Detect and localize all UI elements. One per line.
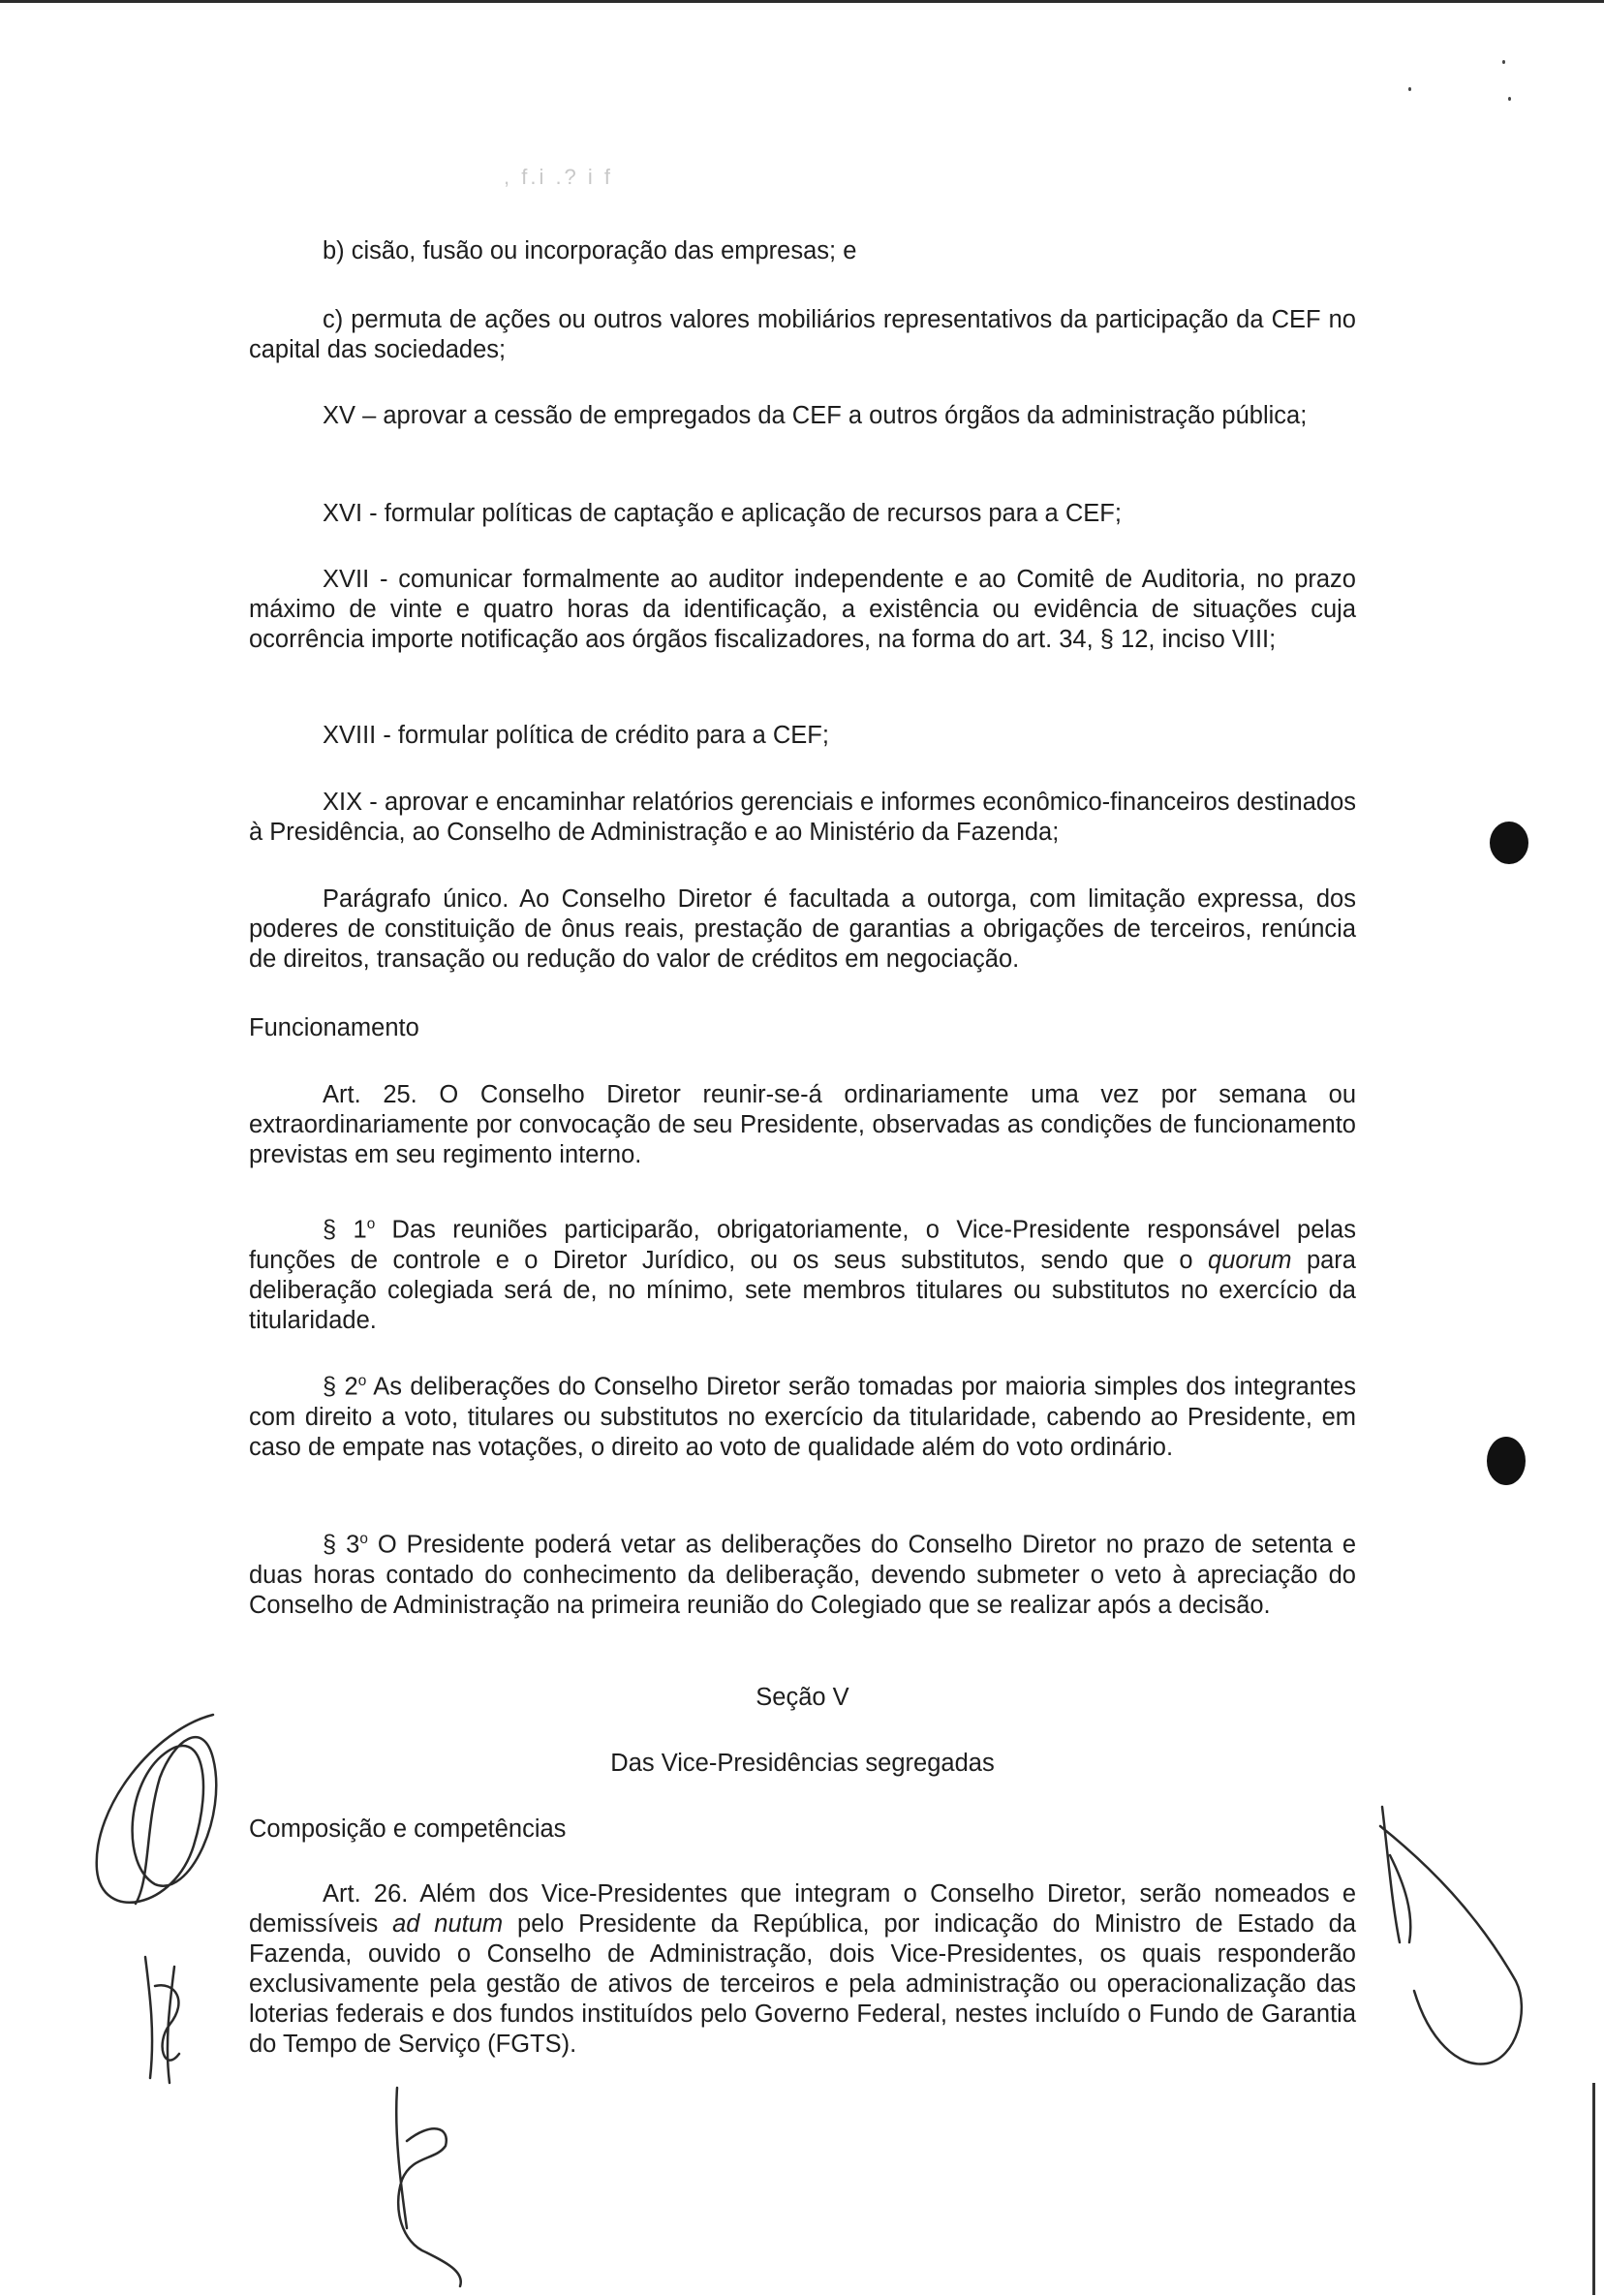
item-xv: XV – aprovar a cessão de empregados da CEF a outros órgãos da administração pública; [323,402,1308,429]
item-b: b) cisão, fusão ou incorporação das empresas; e [323,237,857,264]
punch-hole-mark [1490,822,1528,864]
faint-bleed-through-text: , f.i .? i f [504,165,614,189]
paragraph-1 [249,1209,1356,1336]
ordinal-indicator: o [366,1216,376,1232]
art-26 [249,1879,1356,2060]
handwritten-signature-right [1371,1797,1545,2078]
heading-funcionamento: Funcionamento [249,1014,419,1041]
scan-top-border [0,0,1604,3]
art-25: Art. 25. O Conselho Diretor reunir-se-á ordinariamente uma vez por semana ou extraordinariamente por convocação de seu Presidente, observadas as condições de funcionamento previstas em seu regimento interno. [249,1081,1356,1168]
paragraph-2 [249,1366,1356,1463]
paragraph-3 [249,1524,1356,1621]
art-26-text-end: pelo Presidente da República, por indicação do Ministro de Estado da Fazenda, ouvido o Conselho de Administração, dois Vice-Presidentes, os quais responderão exclusivamente pela gestão de ativos de terceiros e pela administração ou operacionalização das loterias federais e dos fundos instituídos pelo Governo Federal, nestes incluído o Fundo de Garantia do Tempo de Serviço (FGTS). [249,1910,1356,2058]
paragraph-2-mark: § 2 [323,1373,358,1401]
ordinal-indicator: o [359,1531,368,1547]
italic-ad-nutum: ad nutum [392,1910,504,1938]
scan-right-border [1592,2083,1595,2295]
handwritten-signature-left-top [68,1700,242,1933]
paragraph-2-text: As deliberações do Conselho Diretor serão tomadas por maioria simples dos integrantes com direito a voto, titulares ou substitutos no exercício da titularidade, cabendo ao Presidente, em caso de empate nas votações, o direito ao voto de qualidade além do voto ordinário. [249,1373,1356,1461]
item-xvi: XVI - formular políticas de captação e aplicação de recursos para a CEF; [323,500,1122,527]
paragraph-3-text: O Presidente poderá vetar as deliberações do Conselho Diretor no prazo de setenta e duas horas contado do conhecimento da deliberação, devendo submeter o veto à apreciação do Conselho de Administração na primeira reunião do Colegiado que se realizar após a decisão. [249,1531,1356,1619]
italic-quorum: quorum [1208,1246,1292,1274]
scan-speck [1408,87,1411,91]
punch-hole-mark [1487,1437,1526,1485]
scan-speck [1508,97,1511,101]
item-xvii: XVII - comunicar formalmente ao auditor independente e ao Comitê de Auditoria, no prazo máximo de vinte e quatro horas da identificação, a existência ou evidência de situações cuja ocorrência importe notificação aos órgãos fiscalizadores, na forma do art. 34, § 12, inciso VIII; [249,566,1356,653]
scan-speck [1502,60,1505,64]
item-c: c) permuta de ações ou outros valores mobiliários representativos da participação da CEF no capital das sociedades; [249,306,1356,363]
handwritten-initials-bottom [373,2083,479,2296]
paragraph-3-mark: § 3 [323,1531,360,1559]
ordinal-indicator: o [357,1373,367,1389]
section-number: Seção V [756,1684,849,1711]
paragraph-1-text-end: para deliberação colegiada será de, no mínimo, sete membros titulares ou substitutos no exercício da titularidade. [249,1246,1356,1334]
item-xviii: XVIII - formular política de crédito para a CEF; [323,722,829,749]
section-title: Das Vice-Presidências segregadas [610,1750,995,1777]
paragrafo-unico: Parágrafo único. Ao Conselho Diretor é facultada a outorga, com limitação expressa, dos poderes de constituição de ônus reais, prestação de garantias a obrigações de terceiros, renúncia de direitos, transação ou redução do valor de créditos em negociação. [249,885,1356,973]
paragraph-1-text: Das reuniões participarão, obrigatoriamente, o Vice-Presidente responsável pelas funções de controle e o Diretor Jurídico, ou os seus substitutos, sendo que o [249,1216,1356,1274]
paragraph-1-mark: § 1 [323,1216,367,1244]
art-26-text: Art. 26. Além dos Vice-Presidentes que integram o Conselho Diretor, serão nomeados e demissíveis [249,1880,1356,1938]
heading-composicao: Composição e competências [249,1815,567,1843]
handwritten-initials-left-bottom [131,1947,199,2093]
item-xix: XIX - aprovar e encaminhar relatórios gerenciais e informes econômico-financeiros destinados à Presidência, ao Conselho de Administração e ao Ministério da Fazenda; [249,789,1356,846]
